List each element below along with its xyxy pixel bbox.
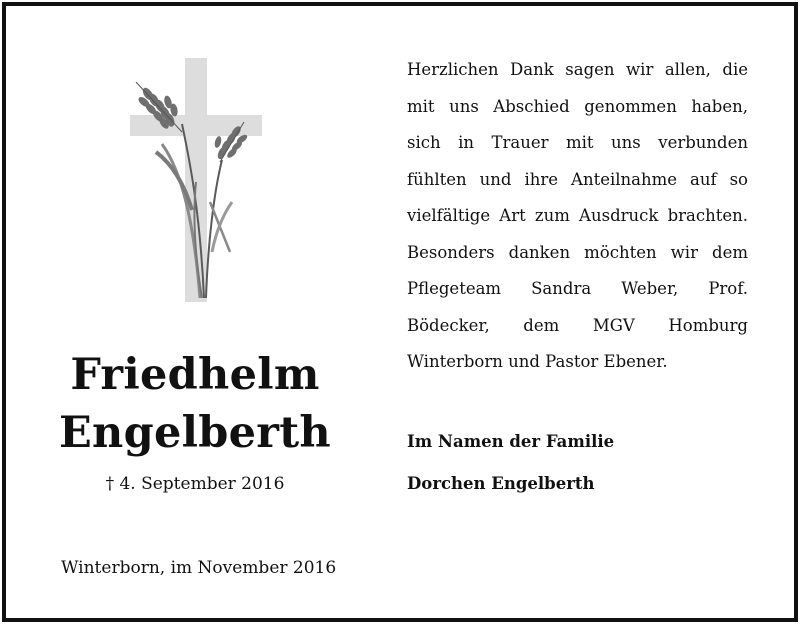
place-date: Winterborn, im November 2016 (61, 558, 337, 578)
signoff-name: Dorchen Engelberth (407, 474, 595, 493)
signoff-family: Im Namen der Familie (407, 432, 615, 451)
death-date: † 4. September 2016 (105, 474, 285, 494)
cross-with-wheat-icon (122, 52, 272, 302)
thanks-text: Herzlichen Dank sagen wir allen, die mit uns Abschied genommen haben, sich in Trauer mit uns verbunden fühlten und ihre Anteilnahme auf so vielfältige Art zum Ausdruck brachten. Besonders danken möchten wir dem Pflegeteam Sandra Weber, Prof. Bödecker, dem MGV Homburg Winterborn und Pastor Ebener. (407, 60, 748, 371)
deceased-last-name: Engelberth (58, 408, 331, 458)
obituary-card (2, 2, 798, 622)
deceased-first-name: Friedhelm (70, 350, 320, 400)
thanks-paragraph (407, 52, 748, 381)
